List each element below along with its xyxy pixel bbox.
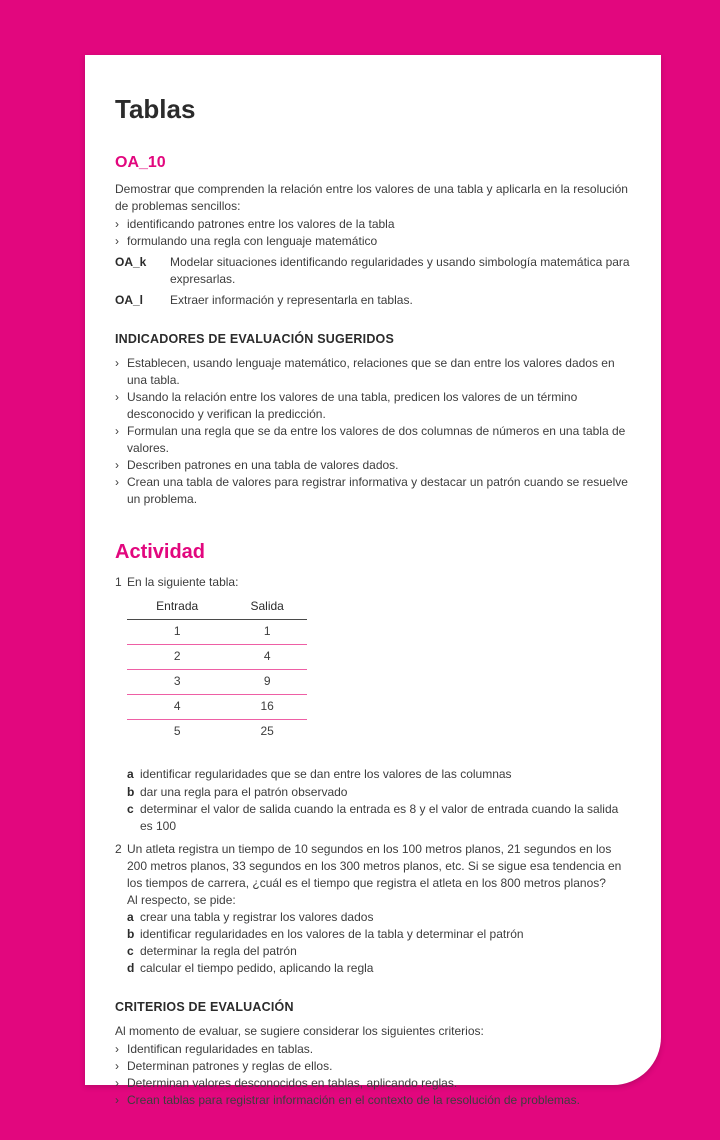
sub-item	[127, 926, 631, 943]
table-cell: 3	[127, 670, 227, 695]
oa-item-text: Modelar situaciones identificando regularidades y usando simbología matemática para expresarlas.	[170, 254, 630, 286]
document-card	[85, 55, 661, 1107]
sub-item-text: identificar regularidades que se dan entre los valores de las columnas	[140, 767, 512, 782]
item-text	[127, 841, 631, 909]
indicador-bullet	[115, 355, 631, 389]
item-number: 1	[115, 575, 122, 590]
sub-item-letter: b	[127, 926, 135, 941]
bullet-text: Establecen, usando lenguaje matemático, relaciones que se dan entre los valores dados en una tabla.	[127, 355, 615, 387]
bullet-text: Describen patrones en una tabla de valores dados.	[127, 457, 399, 472]
bullet-text: Formulan una regla que se da entre los valores de dos columnas de números en una tabla de valores.	[127, 423, 626, 455]
oa10-bullet	[115, 233, 631, 250]
page-title: Tablas	[115, 94, 196, 124]
sub-item	[127, 943, 631, 960]
bullet-marker: ›	[115, 423, 119, 438]
item2-text-2: Al respecto, se pide:	[127, 892, 236, 907]
bullet-text: Crean tablas para registrar información en el contexto de la resolución de problemas.	[127, 1092, 580, 1107]
table-cell: 16	[227, 695, 307, 720]
sub-item-letter: c	[127, 943, 134, 958]
oa-item-label: OA_k	[115, 254, 147, 269]
bullet-marker: ›	[115, 233, 119, 248]
sub-item	[127, 784, 631, 801]
table-row	[127, 620, 307, 645]
oa-item	[115, 292, 631, 309]
table-header-row	[127, 596, 307, 620]
oa-item	[115, 254, 631, 288]
criterio-bullet	[115, 1041, 631, 1058]
table-header-entrada: Entrada	[127, 596, 227, 620]
bullet-marker: ›	[115, 1075, 119, 1090]
table-cell: 5	[173, 724, 181, 739]
document-content	[85, 55, 661, 1109]
bullet-marker: ›	[115, 474, 119, 489]
table-cell: 1	[127, 620, 227, 645]
table-row	[127, 695, 307, 720]
table-cell: 25	[260, 724, 274, 739]
indicador-bullet	[115, 474, 631, 508]
bullet-marker: ›	[115, 389, 119, 404]
sub-item-text: crear una tabla y registrar los valores dados	[140, 909, 374, 924]
sub-item-text: determinar el valor de salida cuando la entrada es 8 y el valor de entrada cuando la salida es 100	[140, 801, 619, 833]
bullet-text: identificando patrones entre los valores de la tabla	[127, 216, 395, 231]
sub-item-text: identificar regularidades en los valores de la tabla y determinar el patrón	[140, 926, 524, 941]
bullet-text: Identifican regularidades en tablas.	[127, 1041, 314, 1056]
indicador-bullet	[115, 389, 631, 423]
sub-item-text: calcular el tiempo pedido, aplicando la regla	[140, 960, 374, 975]
bullet-marker: ›	[115, 216, 119, 231]
table-header-salida: Salida	[227, 596, 307, 620]
criterio-bullet	[115, 1075, 631, 1092]
indicador-bullet	[115, 457, 631, 474]
criterio-bullet	[115, 1092, 631, 1109]
oa-item-text: Extraer información y representarla en tablas.	[170, 292, 413, 307]
actividad-heading: Actividad	[115, 540, 206, 563]
table-row	[127, 670, 307, 695]
item-text: En la siguiente tabla:	[127, 575, 239, 590]
item2-subitems	[127, 909, 631, 977]
sub-item-letter: c	[127, 801, 134, 816]
sub-item	[127, 960, 631, 977]
bullet-text: Determinan valores desconocidos en tablas, aplicando reglas.	[127, 1075, 458, 1090]
table-cell: 1	[227, 620, 307, 645]
sub-item-letter: b	[127, 784, 135, 799]
bullet-marker: ›	[115, 355, 119, 370]
oa10-bullet	[115, 216, 631, 233]
sub-item	[127, 801, 631, 835]
bullet-marker: ›	[115, 1058, 119, 1073]
sub-item	[127, 766, 631, 783]
criterios-intro: Al momento de evaluar, se sugiere considerar los siguientes criterios:	[115, 1023, 484, 1038]
table-cell: 4	[127, 695, 227, 720]
item1-subitems	[127, 766, 631, 834]
criterios-heading: CRITERIOS DE EVALUACIÓN	[115, 999, 294, 1014]
item-number: 2	[115, 841, 122, 856]
oa10-intro: Demostrar que comprenden la relación entre los valores de una tabla y aplicarla en la resolución de problemas sencillos:	[115, 181, 628, 213]
indicadores-heading: INDICADORES DE EVALUACIÓN SUGERIDOS	[115, 331, 395, 346]
table-cell: 2	[127, 645, 227, 670]
sub-item-letter: a	[127, 767, 134, 782]
table-row	[127, 720, 307, 745]
sub-item-text: determinar la regla del patrón	[140, 943, 297, 958]
sub-item-letter: a	[127, 909, 134, 924]
actividad-item-2	[115, 841, 631, 909]
table-cell: 9	[227, 670, 307, 695]
sub-item-letter: d	[127, 960, 135, 975]
entrada-salida-table	[127, 596, 307, 744]
bullet-text: formulando una regla con lenguaje matemático	[127, 233, 378, 248]
oa-item-label: OA_l	[115, 292, 144, 307]
table-cell: 4	[227, 645, 307, 670]
actividad-item-1	[115, 574, 631, 591]
bullet-text: Crean una tabla de valores para registrar informativa y destacar un patrón cuando se resuelve un problema.	[127, 474, 628, 506]
bullet-marker: ›	[115, 457, 119, 472]
indicador-bullet	[115, 423, 631, 457]
oa10-heading: OA_10	[115, 153, 166, 171]
criterio-bullet	[115, 1058, 631, 1075]
bullet-text: Determinan patrones y reglas de ellos.	[127, 1058, 333, 1073]
sub-item-text: dar una regla para el patrón observado	[140, 784, 348, 799]
sub-item	[127, 909, 631, 926]
bullet-text: Usando la relación entre los valores de una tabla, predicen los valores de un término desconocido y verifican la predicción.	[127, 389, 578, 421]
item2-text: Un atleta registra un tiempo de 10 segundos en los 100 metros planos, 21 segundos en los 200 metros planos, 33 segundos en los 300 metros planos, etc. Si se sigue esa tendencia en los tiempos de carrera, ¿cuál es el tiempo que registra el atleta en los 800 metros planos?	[127, 841, 622, 890]
table-row	[127, 645, 307, 670]
bullet-marker: ›	[115, 1092, 119, 1107]
bullet-marker: ›	[115, 1041, 119, 1056]
